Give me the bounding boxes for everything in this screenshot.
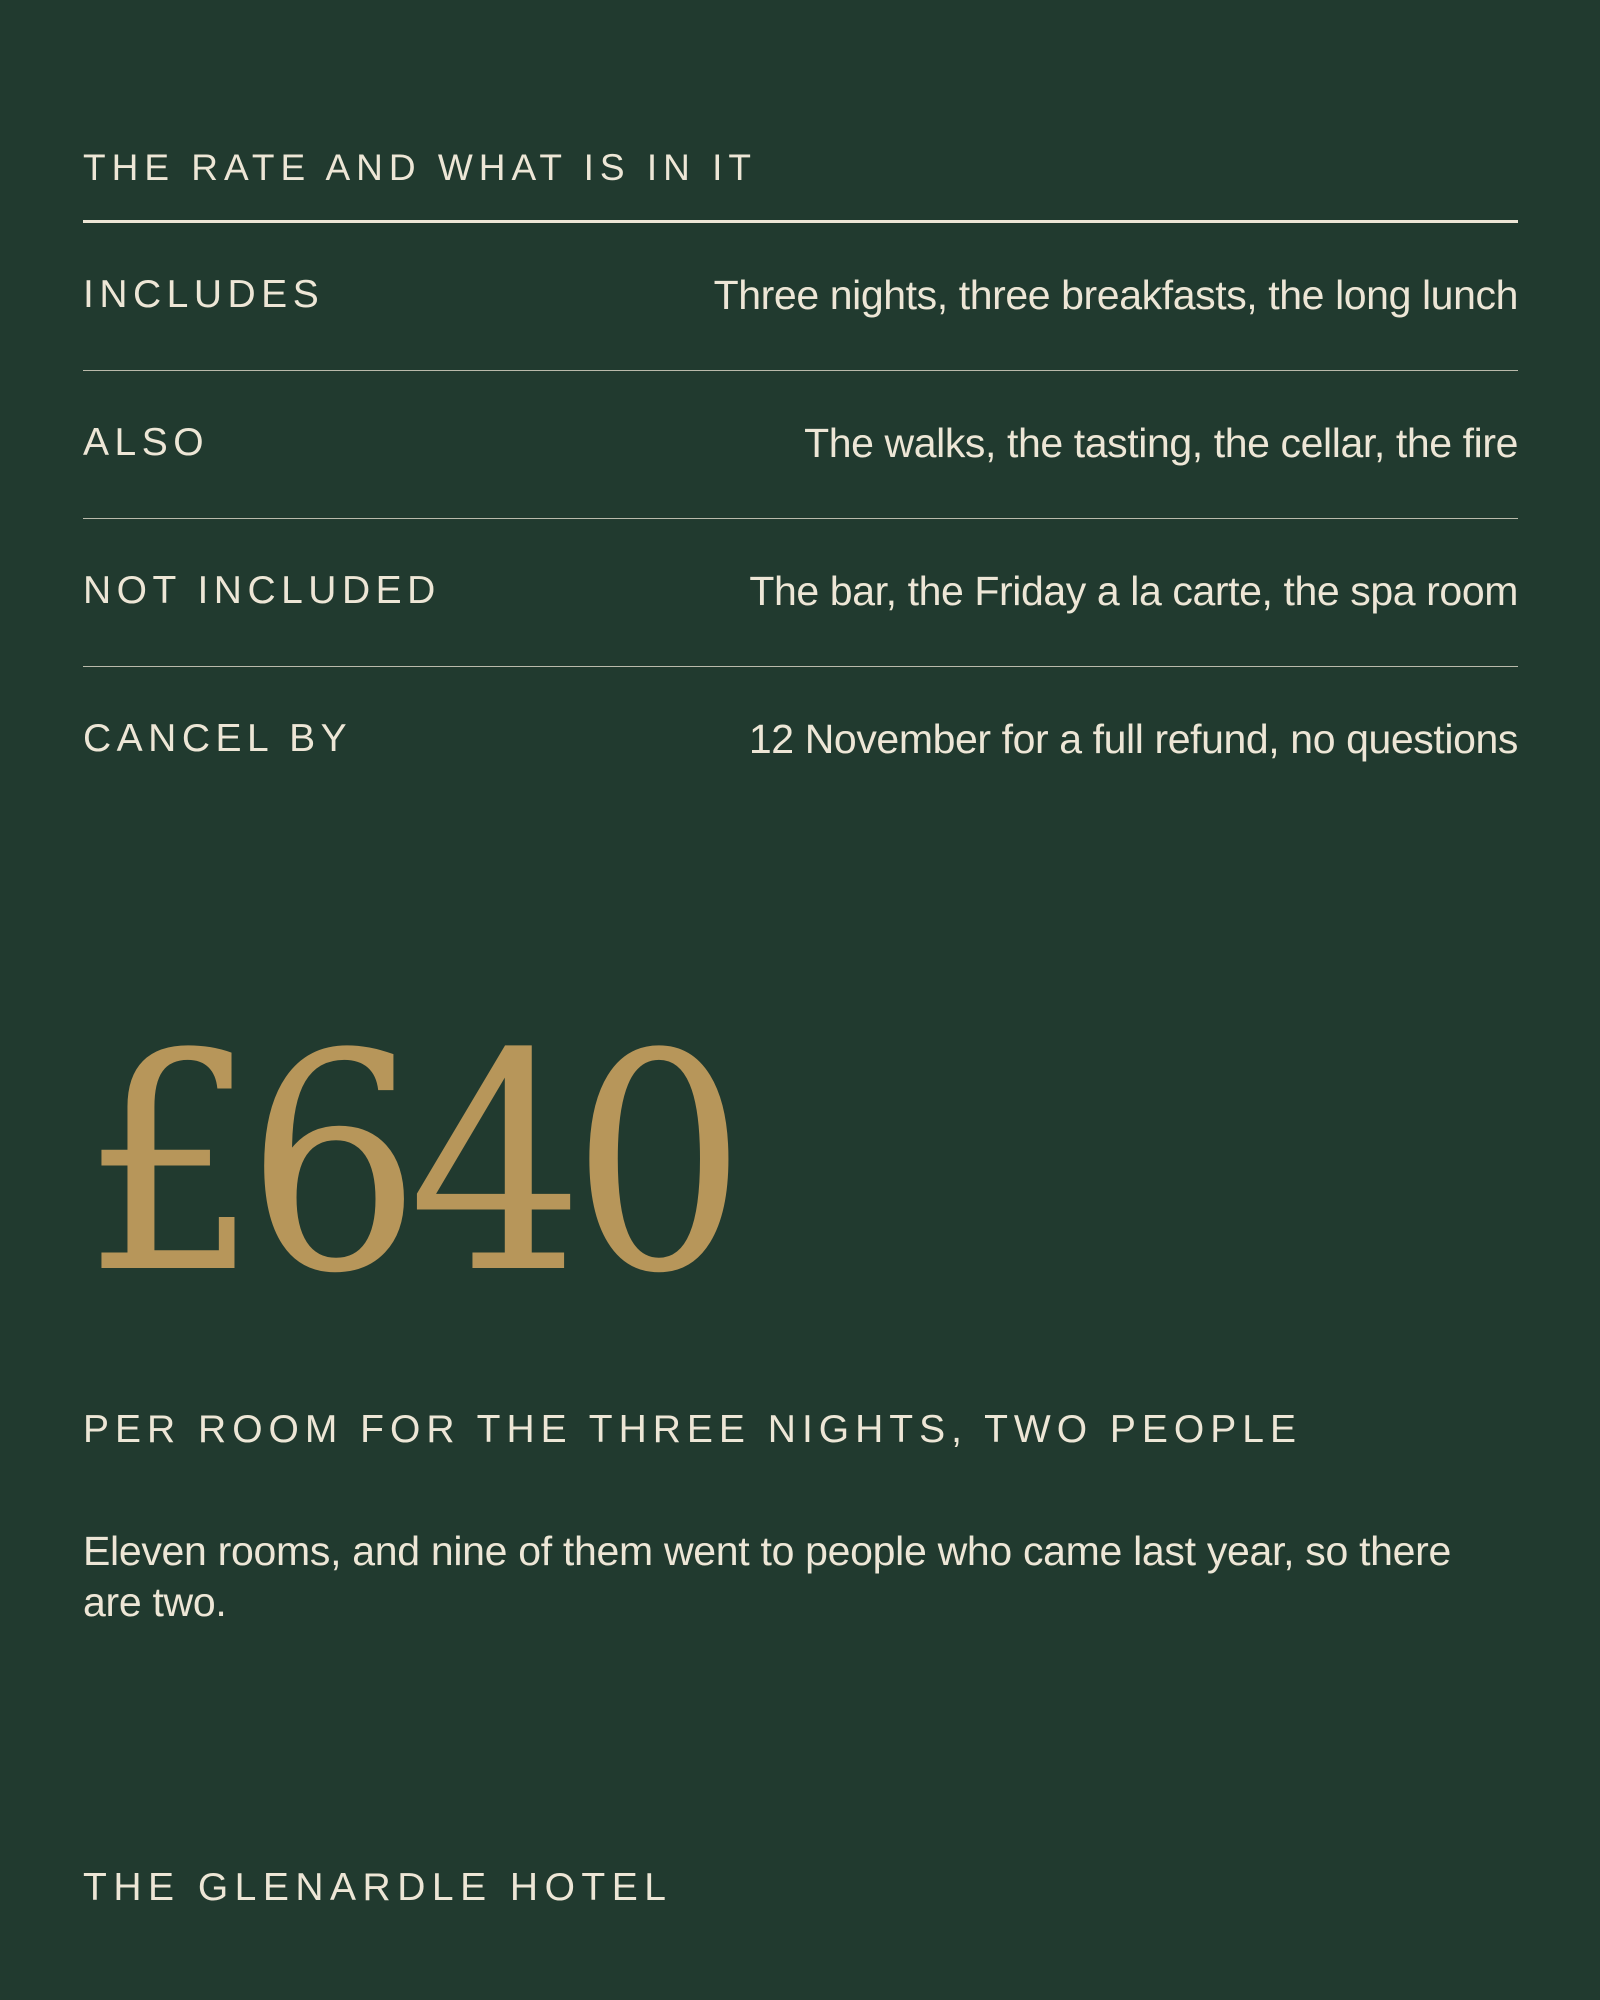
term-row-also — [83, 371, 1518, 519]
section-title: THE RATE AND WHAT IS IN IT — [83, 147, 758, 188]
term-label: CANCEL BY — [83, 717, 353, 760]
rate-card — [83, 0, 1518, 2000]
availability-note: Eleven rooms, and nine of them went to people who came last year, so there are two. — [83, 1528, 1452, 1625]
hotel-name: THE GLENARDLE HOTEL — [83, 1866, 673, 1909]
term-row-includes — [83, 223, 1518, 371]
term-value: The bar, the Friday a la carte, the spa room — [749, 568, 1518, 614]
term-value: 12 November for a full refund, no questions — [748, 716, 1518, 762]
term-label: INCLUDES — [83, 273, 325, 316]
term-row-not-included — [83, 519, 1518, 667]
rate-terms-list — [83, 223, 1518, 815]
term-label: ALSO — [83, 421, 210, 464]
term-value: The walks, the tasting, the cellar, the fire — [804, 420, 1518, 466]
price-note: PER ROOM FOR THE THREE NIGHTS, TWO PEOPLE — [83, 1408, 1302, 1451]
term-row-cancel-by — [83, 667, 1518, 815]
term-label: NOT INCLUDED — [83, 569, 441, 612]
term-value: Three nights, three breakfasts, the long lunch — [713, 272, 1518, 318]
room-price: £640 — [83, 990, 734, 1339]
